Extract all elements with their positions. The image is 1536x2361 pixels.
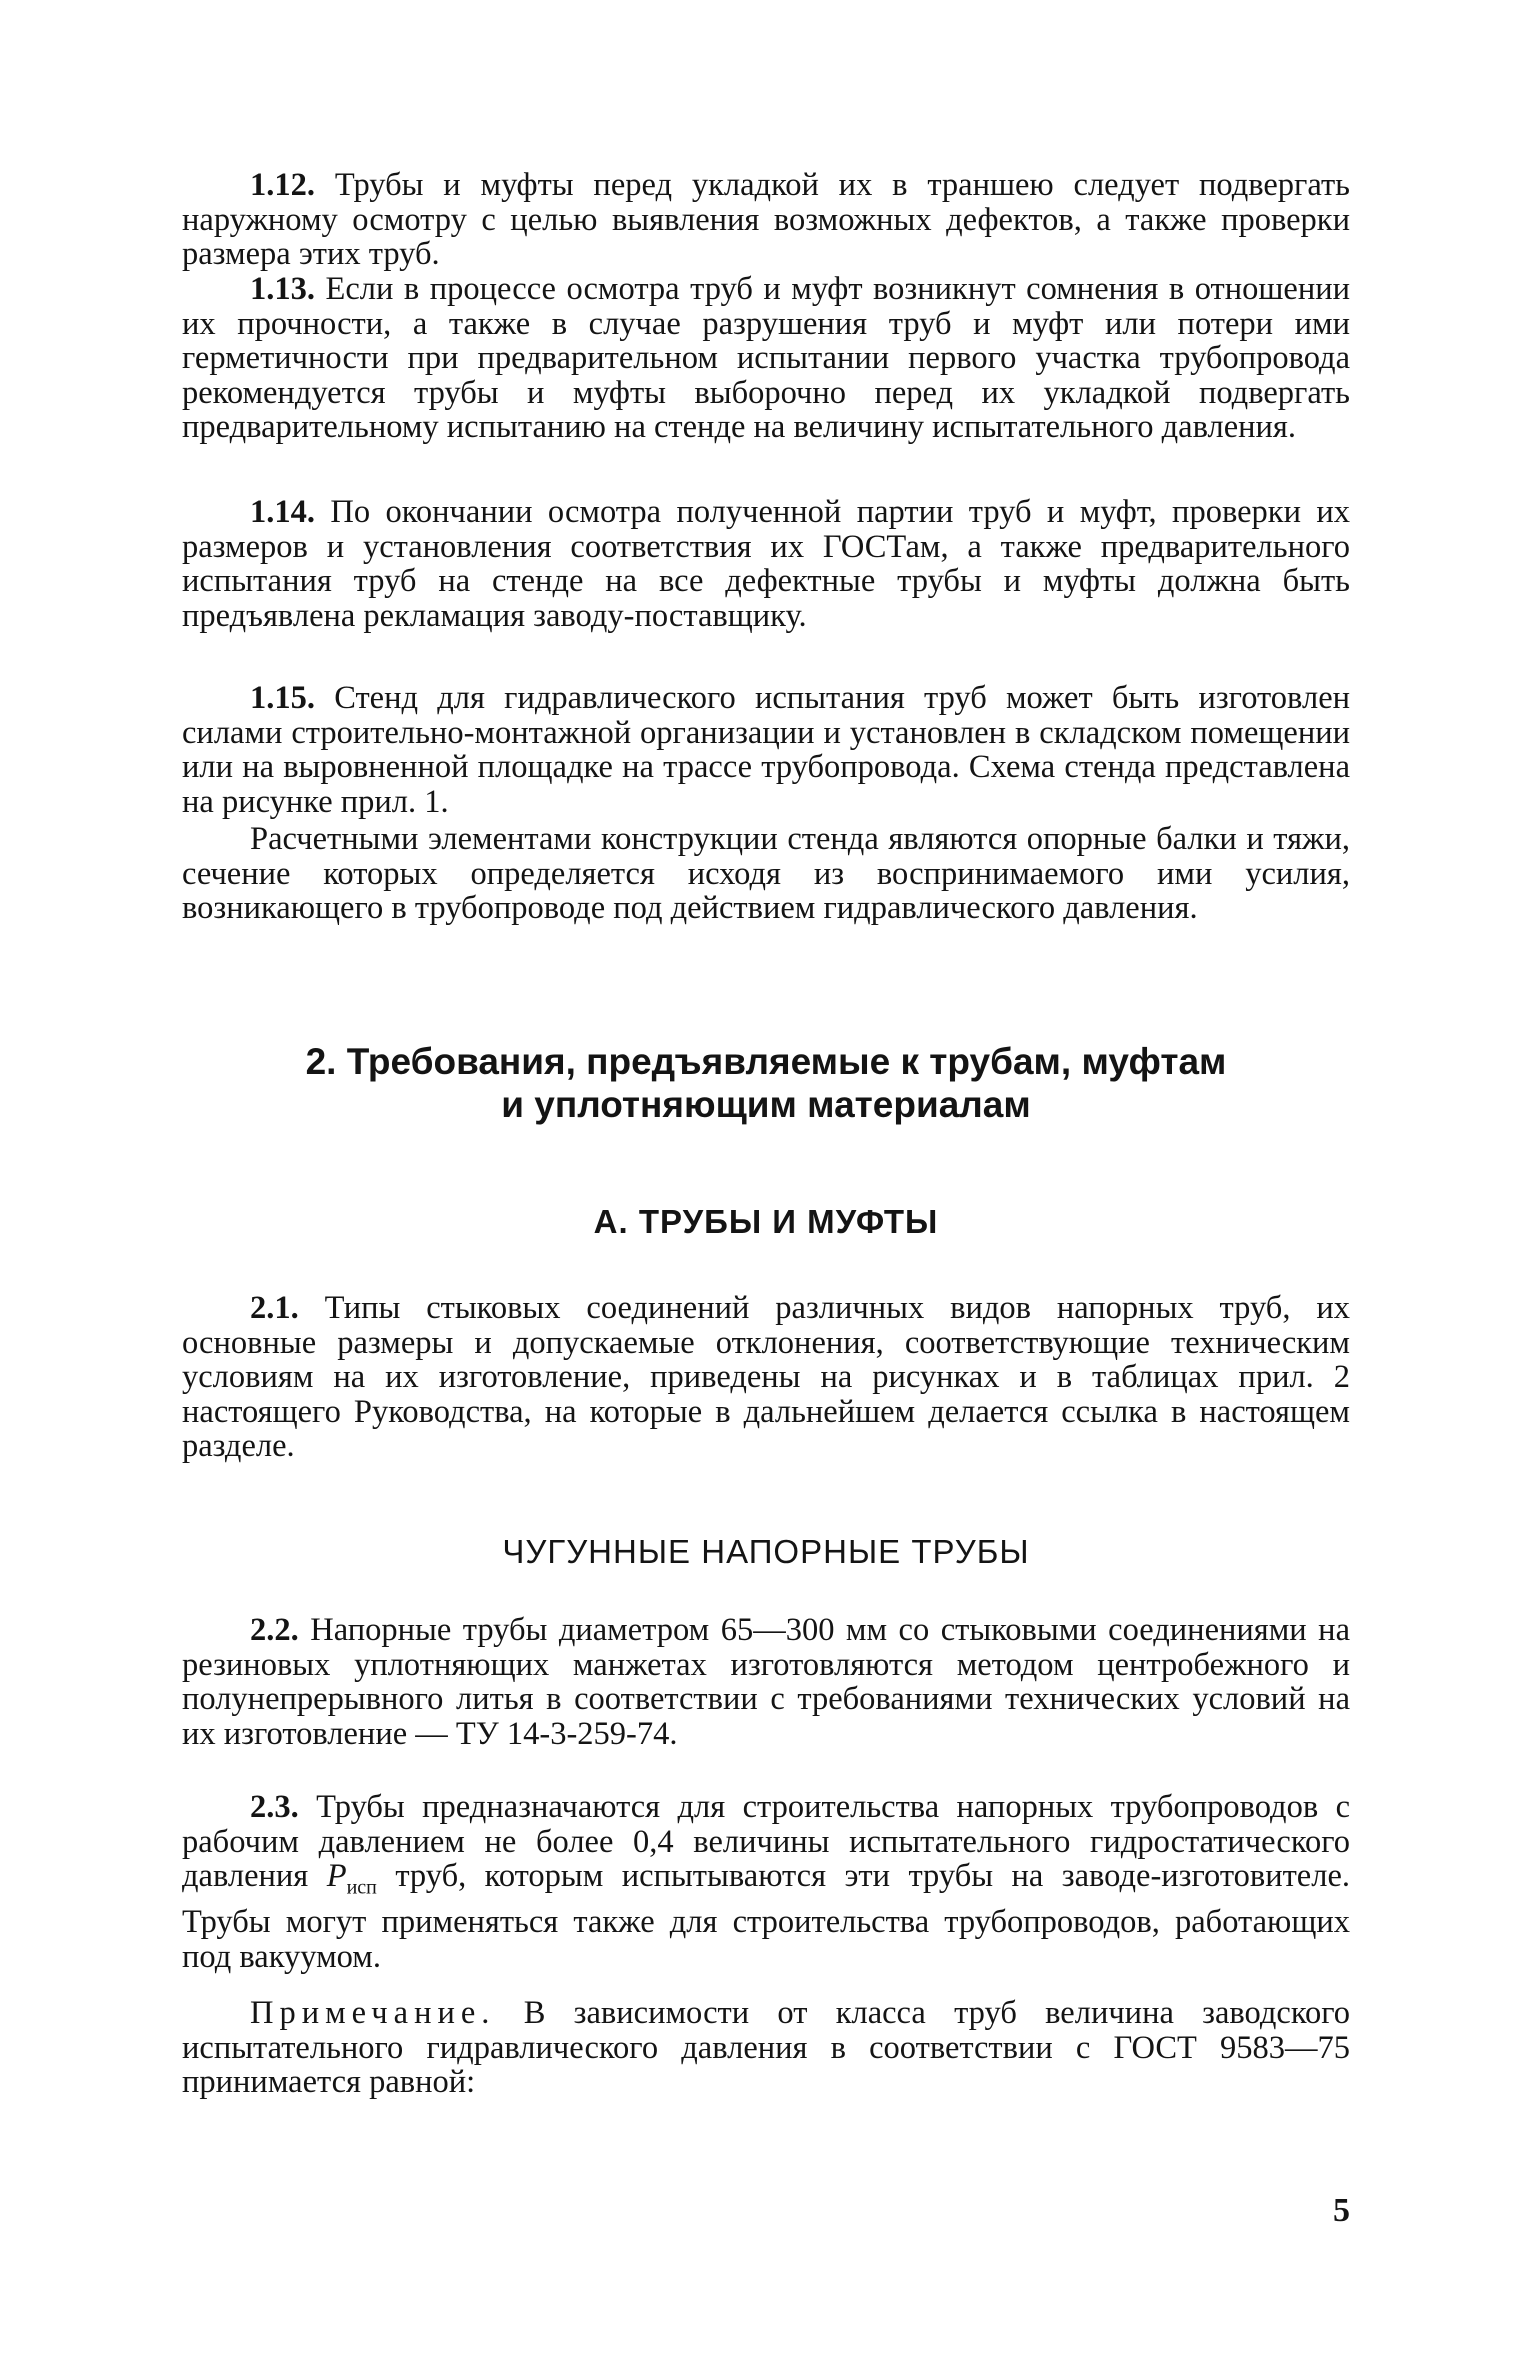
paragraph-2-3 xyxy=(182,1790,1350,1974)
clause-text: Напорные трубы диаметром 65—300 мм со стыковыми соединениями на резиновых уплотняющих манжетах изготовляются методом центробежного и полунепрерывного литья в соответствии с требованиями технических условий на их изготовление — ТУ 14-3-259-74. xyxy=(182,1612,1350,1752)
clause-number: 2.3. xyxy=(250,1789,299,1825)
clause-text: Типы стыковых соединений различных видов напорных труб, их основные размеры и допускаемые отклонения, соответствующие техническим условиям на их изготовление, приведены на рисунках и в таблицах прил. 2 настоящего Руководства, на которые в дальнейшем делается ссылка в настоящем разделе. xyxy=(182,1290,1350,1465)
note-label: Примечание. xyxy=(250,1995,496,2031)
clause-text: Стенд для гидравлического испытания труб может быть изготовлен силами строительно-монтажной организации и установлен в складском помещении или на выровненной площадке на трассе трубопровода. Схема стенда представлена на рисунке прил. 1. xyxy=(182,680,1351,820)
paragraph-1-15-continuation xyxy=(182,822,1350,926)
clause-number: 1.14. xyxy=(250,494,315,530)
clause-number: 2.2. xyxy=(250,1612,299,1648)
section-title-line-2: и уплотняющим материалам xyxy=(501,1084,1031,1125)
page-number: 5 xyxy=(1333,2192,1350,2229)
subsection-a-title: А. ТРУБЫ И МУФТЫ xyxy=(593,1203,939,1240)
clause-number: 1.15. xyxy=(250,680,315,716)
clause-text: Если в процессе осмотра труб и муфт возникнут сомнения в отношении их прочности, а также в случае разрушения труб и муфт или потери ими герметичности при предварительном испытании первого участка трубопровода рекомендуется трубы и муфты выборочно перед их укладкой подвергать предварительному испытанию на стенде на величину испытательного давления. xyxy=(182,271,1351,446)
clause-number: 2.1. xyxy=(250,1290,299,1326)
paragraph-1-13 xyxy=(182,272,1350,445)
paragraph-1-15 xyxy=(182,681,1350,819)
paragraph-2-2 xyxy=(182,1613,1350,1751)
clause-number: 1.12. xyxy=(250,167,315,203)
clause-text: Расчетными элементами конструкции стенда являются опорные балки и тяжи, сечение которых определяется исходя из воспринимаемого ими усилия, возникающего в трубопроводе под действием гидравлического давления. xyxy=(182,821,1350,927)
clause-text: По окончании осмотра полученной партии труб и муфт, проверки их размеров и установления соответствия их ГОСТам, а также предварительного испытания труб на стенде на все дефектные трубы и муфты должна быть предъявлена рекламация заводу-поставщику. xyxy=(182,494,1351,634)
section-2-title xyxy=(182,1040,1350,1126)
note-text: В зависимости от класса труб величина заводского испытательного гидравлического давления в соответствии с ГОСТ 9583—75 принимается равной: xyxy=(182,1995,1350,2101)
clause-text: Трубы предназначаются для строительства напорных трубопроводов с рабочим давлением не более 0,4 величины испытательного гидростатического давления xyxy=(182,1789,1350,1895)
pressure-symbol: P xyxy=(326,1858,347,1895)
clause-text-continued: труб, которым испытываются эти трубы на заводе-изготовителе. Трубы могут применяться также для строительства трубопроводов, работающих под вакуумом. xyxy=(182,1858,1351,1975)
clause-number: 1.13. xyxy=(250,271,315,307)
clause-text: Трубы и муфты перед укладкой их в траншею следует подвергать наружному осмотру с целью выявления возможных дефектов, а также проверки размера этих труб. xyxy=(182,167,1351,273)
note-paragraph xyxy=(182,1996,1350,2100)
paragraph-2-1 xyxy=(182,1291,1350,1464)
paragraph-1-14 xyxy=(182,495,1350,633)
section-title-line-1: 2. Требования, предъявляемые к трубам, муфтам xyxy=(305,1041,1227,1082)
paragraph-1-12 xyxy=(182,168,1350,272)
pressure-subscript: исп xyxy=(346,1876,377,1899)
subsection-cast-iron-title: ЧУГУННЫЕ НАПОРНЫЕ ТРУБЫ xyxy=(502,1533,1030,1570)
